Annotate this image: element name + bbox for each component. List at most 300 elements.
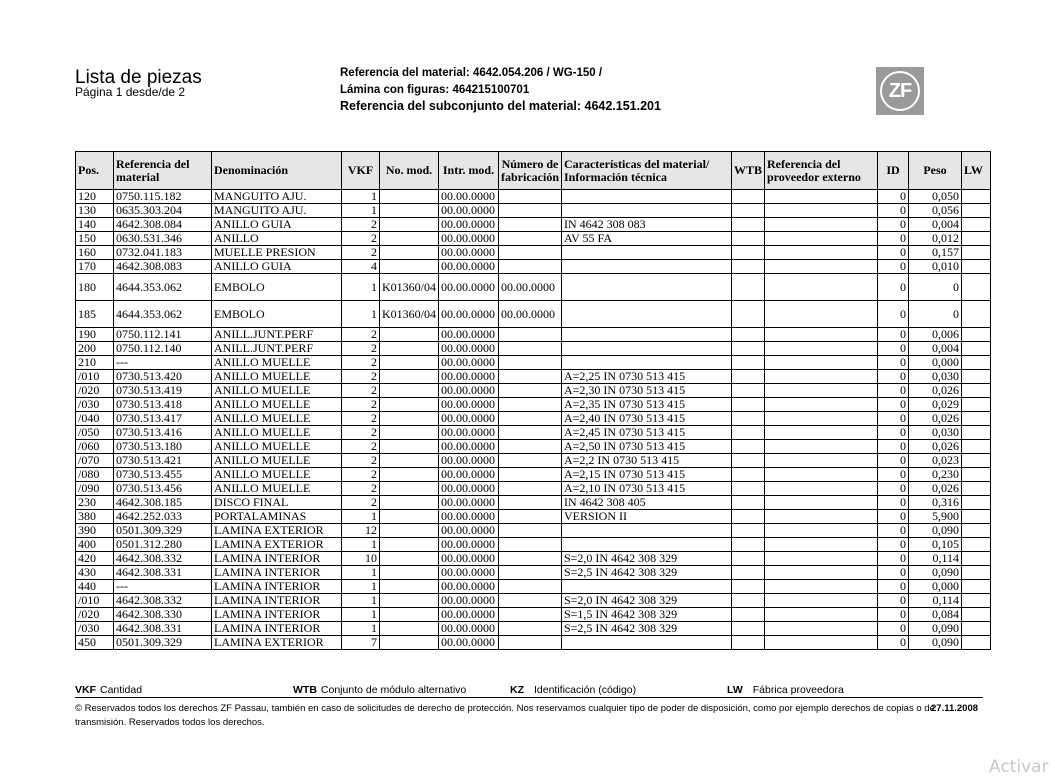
lw-cell xyxy=(962,328,991,342)
peso-cell: 0,026 xyxy=(909,384,962,398)
vkf-cell: 2 xyxy=(342,218,380,232)
vkf-cell: 2 xyxy=(342,328,380,342)
wtb-cell xyxy=(731,398,764,412)
num-fabricacion-cell xyxy=(499,538,562,552)
proveedor-cell xyxy=(765,232,878,246)
material-ref-cell: 0501.312.280 xyxy=(114,538,212,552)
vkf-cell: 2 xyxy=(342,370,380,384)
no-mod-cell xyxy=(380,190,439,204)
vkf-cell: 2 xyxy=(342,426,380,440)
vkf-cell: 1 xyxy=(342,566,380,580)
intr-mod-cell: 00.00.0000 xyxy=(439,524,499,538)
vkf-cell: 2 xyxy=(342,440,380,454)
material-ref-cell: 0730.513.418 xyxy=(114,398,212,412)
material-ref-cell: 0501.309.329 xyxy=(114,636,212,650)
intr-mod-cell: 00.00.0000 xyxy=(439,482,499,496)
material-ref-cell: 0635.303.204 xyxy=(114,204,212,218)
wtb-cell xyxy=(731,412,764,426)
info-cell: A=2,2 IN 0730 513 415 xyxy=(561,454,731,468)
table-row xyxy=(76,384,991,398)
col-wtb: WTB xyxy=(731,152,764,190)
wtb-cell xyxy=(731,384,764,398)
wtb-cell xyxy=(731,342,764,356)
peso-cell: 0,105 xyxy=(909,538,962,552)
id-cell: 0 xyxy=(878,232,909,246)
id-cell: 0 xyxy=(878,622,909,636)
wtb-cell xyxy=(731,496,764,510)
info-cell xyxy=(561,524,731,538)
no-mod-cell xyxy=(380,594,439,608)
info-cell xyxy=(561,328,731,342)
denominacion-cell: ANILLO MUELLE xyxy=(212,370,342,384)
pos-cell: /090 xyxy=(76,482,114,496)
peso-cell: 0,090 xyxy=(909,636,962,650)
table-row xyxy=(76,538,991,552)
peso-cell: 0,084 xyxy=(909,608,962,622)
lw-cell xyxy=(962,342,991,356)
info-cell: A=2,50 IN 0730 513 415 xyxy=(561,440,731,454)
pos-cell: /010 xyxy=(76,594,114,608)
peso-cell: 0,316 xyxy=(909,496,962,510)
id-cell: 0 xyxy=(878,370,909,384)
info-cell: S=2,0 IN 4642 308 329 xyxy=(561,552,731,566)
id-cell: 0 xyxy=(878,301,909,328)
proveedor-cell xyxy=(765,342,878,356)
id-cell: 0 xyxy=(878,538,909,552)
no-mod-cell xyxy=(380,232,439,246)
intr-mod-cell: 00.00.0000 xyxy=(439,260,499,274)
proveedor-cell xyxy=(765,524,878,538)
intr-mod-cell: 00.00.0000 xyxy=(439,496,499,510)
lw-cell xyxy=(962,384,991,398)
no-mod-cell xyxy=(380,608,439,622)
material-ref-cell: 0730.513.417 xyxy=(114,412,212,426)
id-cell: 0 xyxy=(878,524,909,538)
no-mod-cell xyxy=(380,384,439,398)
lw-cell xyxy=(962,580,991,594)
peso-cell: 0,012 xyxy=(909,232,962,246)
wtb-cell xyxy=(731,232,764,246)
peso-cell: 0,090 xyxy=(909,622,962,636)
denominacion-cell: MANGUITO AJU. xyxy=(212,190,342,204)
material-ref-cell: 4642.308.332 xyxy=(114,552,212,566)
wtb-cell xyxy=(731,218,764,232)
num-fabricacion-cell xyxy=(499,342,562,356)
intr-mod-cell: 00.00.0000 xyxy=(439,468,499,482)
denominacion-cell: MUELLE PRESION xyxy=(212,246,342,260)
material-ref-cell: 4644.353.062 xyxy=(114,301,212,328)
table-row xyxy=(76,608,991,622)
intr-mod-cell: 00.00.0000 xyxy=(439,440,499,454)
no-mod-cell xyxy=(380,342,439,356)
no-mod-cell xyxy=(380,398,439,412)
material-ref-cell: 0630.531.346 xyxy=(114,232,212,246)
material-ref-cell: 4642.308.331 xyxy=(114,566,212,580)
proveedor-cell xyxy=(765,384,878,398)
wtb-cell xyxy=(731,622,764,636)
proveedor-cell xyxy=(765,622,878,636)
material-ref-cell: 0730.513.420 xyxy=(114,370,212,384)
lw-cell xyxy=(962,301,991,328)
num-fabricacion-cell xyxy=(499,204,562,218)
num-fabricacion-cell xyxy=(499,232,562,246)
vkf-cell: 2 xyxy=(342,232,380,246)
vkf-cell: 1 xyxy=(342,510,380,524)
peso-cell: 0,056 xyxy=(909,204,962,218)
vkf-cell: 10 xyxy=(342,552,380,566)
table-row xyxy=(76,566,991,580)
num-fabricacion-cell xyxy=(499,580,562,594)
proveedor-cell xyxy=(765,552,878,566)
intr-mod-cell: 00.00.0000 xyxy=(439,538,499,552)
info-cell xyxy=(561,274,731,301)
denominacion-cell: ANILLO MUELLE xyxy=(212,398,342,412)
proveedor-cell xyxy=(765,440,878,454)
lw-cell xyxy=(962,412,991,426)
legend-lw: LW Fábrica proveedora xyxy=(727,684,844,696)
table-row xyxy=(76,246,991,260)
peso-cell: 0,230 xyxy=(909,468,962,482)
id-cell: 0 xyxy=(878,496,909,510)
pos-cell: 450 xyxy=(76,636,114,650)
lw-cell xyxy=(962,482,991,496)
id-cell: 0 xyxy=(878,204,909,218)
denominacion-cell: LAMINA INTERIOR xyxy=(212,566,342,580)
info-cell xyxy=(561,246,731,260)
pos-cell: 200 xyxy=(76,342,114,356)
no-mod-cell xyxy=(380,454,439,468)
intr-mod-cell: 00.00.0000 xyxy=(439,370,499,384)
page-info: Página 1 desde/de 2 xyxy=(75,85,186,99)
pos-cell: /060 xyxy=(76,440,114,454)
no-mod-cell xyxy=(380,552,439,566)
proveedor-cell xyxy=(765,260,878,274)
no-mod-cell xyxy=(380,328,439,342)
proveedor-cell xyxy=(765,538,878,552)
table-row xyxy=(76,412,991,426)
proveedor-cell xyxy=(765,608,878,622)
denominacion-cell: MANGUITO AJU. xyxy=(212,204,342,218)
wtb-cell xyxy=(731,594,764,608)
table-row xyxy=(76,190,991,204)
col-peso: Peso xyxy=(909,152,962,190)
pos-cell: /010 xyxy=(76,370,114,384)
denominacion-cell: ANILLO MUELLE xyxy=(212,454,342,468)
peso-cell: 0,029 xyxy=(909,398,962,412)
legend-wtb: WTB Conjunto de módulo alternativo xyxy=(293,684,467,696)
vkf-cell: 1 xyxy=(342,622,380,636)
peso-cell: 0,004 xyxy=(909,218,962,232)
lw-cell xyxy=(962,454,991,468)
denominacion-cell: ANILLO MUELLE xyxy=(212,468,342,482)
proveedor-cell xyxy=(765,204,878,218)
table-header-row xyxy=(76,152,991,190)
id-cell: 0 xyxy=(878,398,909,412)
lw-cell xyxy=(962,510,991,524)
info-cell: AV 55 FA xyxy=(561,232,731,246)
parts-table xyxy=(75,151,991,650)
pos-cell: /020 xyxy=(76,608,114,622)
denominacion-cell: ANILLO GUIA xyxy=(212,218,342,232)
num-fabricacion-cell xyxy=(499,412,562,426)
vkf-cell: 2 xyxy=(342,398,380,412)
no-mod-cell xyxy=(380,260,439,274)
denominacion-cell: LAMINA INTERIOR xyxy=(212,608,342,622)
lw-cell xyxy=(962,204,991,218)
lw-cell xyxy=(962,496,991,510)
wtb-cell xyxy=(731,524,764,538)
material-ref-cell: 0730.513.456 xyxy=(114,482,212,496)
denominacion-cell: LAMINA INTERIOR xyxy=(212,552,342,566)
table-row xyxy=(76,622,991,636)
num-fabricacion-cell xyxy=(499,524,562,538)
proveedor-cell xyxy=(765,301,878,328)
id-cell: 0 xyxy=(878,510,909,524)
material-ref-cell: 4642.308.330 xyxy=(114,608,212,622)
table-row xyxy=(76,636,991,650)
peso-cell: 0,026 xyxy=(909,440,962,454)
num-fabricacion-cell xyxy=(499,384,562,398)
peso-cell: 0,090 xyxy=(909,524,962,538)
num-fabricacion-cell xyxy=(499,190,562,204)
intr-mod-cell: 00.00.0000 xyxy=(439,246,499,260)
peso-cell: 0 xyxy=(909,274,962,301)
vkf-cell: 4 xyxy=(342,260,380,274)
vkf-cell: 2 xyxy=(342,412,380,426)
denominacion-cell: DISCO FINAL xyxy=(212,496,342,510)
denominacion-cell: LAMINA EXTERIOR xyxy=(212,538,342,552)
denominacion-cell: ANILLO xyxy=(212,232,342,246)
wtb-cell xyxy=(731,190,764,204)
no-mod-cell xyxy=(380,566,439,580)
num-fabricacion-cell xyxy=(499,608,562,622)
wtb-cell xyxy=(731,246,764,260)
table-row xyxy=(76,342,991,356)
peso-cell: 0,157 xyxy=(909,246,962,260)
material-ref-cell: 4644.353.062 xyxy=(114,274,212,301)
peso-cell: 0,026 xyxy=(909,412,962,426)
proveedor-cell xyxy=(765,566,878,580)
wtb-cell xyxy=(731,328,764,342)
peso-cell: 0,004 xyxy=(909,342,962,356)
info-cell xyxy=(561,356,731,370)
proveedor-cell xyxy=(765,412,878,426)
info-cell: A=2,15 IN 0730 513 415 xyxy=(561,468,731,482)
material-ref-cell: 0732.041.183 xyxy=(114,246,212,260)
lw-cell xyxy=(962,594,991,608)
info-cell: S=2,5 IN 4642 308 329 xyxy=(561,566,731,580)
zf-logo-icon xyxy=(876,67,924,115)
lw-cell xyxy=(962,260,991,274)
intr-mod-cell: 00.00.0000 xyxy=(439,398,499,412)
id-cell: 0 xyxy=(878,440,909,454)
num-fabricacion-cell xyxy=(499,510,562,524)
table-row xyxy=(76,218,991,232)
activation-watermark: Activar xyxy=(989,757,1049,777)
id-cell: 0 xyxy=(878,274,909,301)
num-fabricacion-cell xyxy=(499,426,562,440)
num-fabricacion-cell xyxy=(499,594,562,608)
lw-cell xyxy=(962,356,991,370)
no-mod-cell xyxy=(380,538,439,552)
peso-cell: 0,010 xyxy=(909,260,962,274)
pos-cell: 380 xyxy=(76,510,114,524)
copyright-notice: © Reservados todos los derechos ZF Passau, también en caso de solicitudes de derecho de protección. Nos reservamos cualquier tipo de poder de disposición, como por ejemplo derechos de copias o de transmisión. Reservados todos los derechos. xyxy=(75,703,935,728)
info-cell: A=2,25 IN 0730 513 415 xyxy=(561,370,731,384)
vkf-cell: 1 xyxy=(342,301,380,328)
lw-cell xyxy=(962,190,991,204)
lw-cell xyxy=(962,552,991,566)
material-ref-cell: --- xyxy=(114,580,212,594)
num-fabricacion-cell xyxy=(499,454,562,468)
info-cell: S=1,5 IN 4642 308 329 xyxy=(561,608,731,622)
intr-mod-cell: 00.00.0000 xyxy=(439,594,499,608)
proveedor-cell xyxy=(765,398,878,412)
pos-cell: 140 xyxy=(76,218,114,232)
denominacion-cell: LAMINA EXTERIOR xyxy=(212,636,342,650)
proveedor-cell xyxy=(765,482,878,496)
peso-cell: 0,023 xyxy=(909,454,962,468)
wtb-cell xyxy=(731,482,764,496)
peso-cell: 0,000 xyxy=(909,580,962,594)
lw-cell xyxy=(962,622,991,636)
num-fabricacion-cell xyxy=(499,260,562,274)
table-row xyxy=(76,398,991,412)
info-cell xyxy=(561,204,731,218)
vkf-cell: 1 xyxy=(342,190,380,204)
vkf-cell: 2 xyxy=(342,468,380,482)
pos-cell: 185 xyxy=(76,301,114,328)
id-cell: 0 xyxy=(878,636,909,650)
peso-cell: 0 xyxy=(909,301,962,328)
denominacion-cell: EMBOLO xyxy=(212,301,342,328)
table-row xyxy=(76,552,991,566)
table-row xyxy=(76,594,991,608)
denominacion-cell: LAMINA EXTERIOR xyxy=(212,524,342,538)
intr-mod-cell: 00.00.0000 xyxy=(439,274,499,301)
wtb-cell xyxy=(731,454,764,468)
pos-cell: 160 xyxy=(76,246,114,260)
table-row xyxy=(76,426,991,440)
no-mod-cell xyxy=(380,510,439,524)
proveedor-cell xyxy=(765,190,878,204)
num-fabricacion-cell xyxy=(499,496,562,510)
wtb-cell xyxy=(731,356,764,370)
id-cell: 0 xyxy=(878,468,909,482)
proveedor-cell xyxy=(765,636,878,650)
peso-cell: 0,114 xyxy=(909,594,962,608)
lw-cell xyxy=(962,468,991,482)
wtb-cell xyxy=(731,260,764,274)
vkf-cell: 2 xyxy=(342,454,380,468)
num-fabricacion-cell xyxy=(499,566,562,580)
proveedor-cell xyxy=(765,468,878,482)
intr-mod-cell: 00.00.0000 xyxy=(439,510,499,524)
table-row xyxy=(76,204,991,218)
subassembly-reference: Referencia del subconjunto del material: 4642.151.201 xyxy=(340,99,661,113)
col-num-fabricacion: Número de fabricación xyxy=(499,152,562,190)
vkf-cell: 2 xyxy=(342,384,380,398)
vkf-cell: 1 xyxy=(342,594,380,608)
pos-cell: 390 xyxy=(76,524,114,538)
vkf-cell: 1 xyxy=(342,204,380,218)
pos-cell: 150 xyxy=(76,232,114,246)
no-mod-cell xyxy=(380,426,439,440)
peso-cell: 0,000 xyxy=(909,356,962,370)
table-row xyxy=(76,328,991,342)
intr-mod-cell: 00.00.0000 xyxy=(439,580,499,594)
peso-cell: 0,030 xyxy=(909,426,962,440)
no-mod-cell xyxy=(380,204,439,218)
col-pos: Pos. xyxy=(76,152,114,190)
vkf-cell: 1 xyxy=(342,538,380,552)
info-cell: A=2,10 IN 0730 513 415 xyxy=(561,482,731,496)
table-row xyxy=(76,580,991,594)
lw-cell xyxy=(962,274,991,301)
id-cell: 0 xyxy=(878,384,909,398)
intr-mod-cell: 00.00.0000 xyxy=(439,454,499,468)
pos-cell: /020 xyxy=(76,384,114,398)
lw-cell xyxy=(962,398,991,412)
col-id: ID xyxy=(878,152,909,190)
info-cell xyxy=(561,636,731,650)
wtb-cell xyxy=(731,204,764,218)
denominacion-cell: ANILLO MUELLE xyxy=(212,440,342,454)
peso-cell: 0,114 xyxy=(909,552,962,566)
info-cell xyxy=(561,580,731,594)
intr-mod-cell: 00.00.0000 xyxy=(439,552,499,566)
material-ref-cell: 0730.513.180 xyxy=(114,440,212,454)
lw-cell xyxy=(962,426,991,440)
intr-mod-cell: 00.00.0000 xyxy=(439,412,499,426)
intr-mod-cell: 00.00.0000 xyxy=(439,636,499,650)
proveedor-cell xyxy=(765,594,878,608)
pos-cell: /030 xyxy=(76,398,114,412)
legend-kz: KZ Identificación (código) xyxy=(510,684,637,696)
col-intr-mod: Intr. mod. xyxy=(439,152,499,190)
lw-cell xyxy=(962,636,991,650)
intr-mod-cell: 00.00.0000 xyxy=(439,301,499,328)
intr-mod-cell: 00.00.0000 xyxy=(439,204,499,218)
vkf-cell: 1 xyxy=(342,274,380,301)
logo-text: ZF xyxy=(880,71,920,111)
proveedor-cell xyxy=(765,328,878,342)
wtb-cell xyxy=(731,370,764,384)
col-material-ref: Referencia del material xyxy=(114,152,212,190)
table-row xyxy=(76,260,991,274)
num-fabricacion-cell xyxy=(499,622,562,636)
num-fabricacion-cell xyxy=(499,328,562,342)
material-ref-cell: 0730.513.421 xyxy=(114,454,212,468)
footer-divider xyxy=(75,697,983,698)
vkf-cell: 7 xyxy=(342,636,380,650)
id-cell: 0 xyxy=(878,426,909,440)
table-row xyxy=(76,496,991,510)
proveedor-cell xyxy=(765,274,878,301)
lw-cell xyxy=(962,246,991,260)
material-ref-cell: 0750.112.141 xyxy=(114,328,212,342)
col-no-mod: No. mod. xyxy=(380,152,439,190)
id-cell: 0 xyxy=(878,260,909,274)
denominacion-cell: ANILL.JUNT.PERF xyxy=(212,342,342,356)
wtb-cell xyxy=(731,426,764,440)
proveedor-cell xyxy=(765,356,878,370)
id-cell: 0 xyxy=(878,594,909,608)
peso-cell: 0,026 xyxy=(909,482,962,496)
print-date: 27.11.2008 xyxy=(931,703,979,714)
table-row xyxy=(76,440,991,454)
info-cell xyxy=(561,260,731,274)
